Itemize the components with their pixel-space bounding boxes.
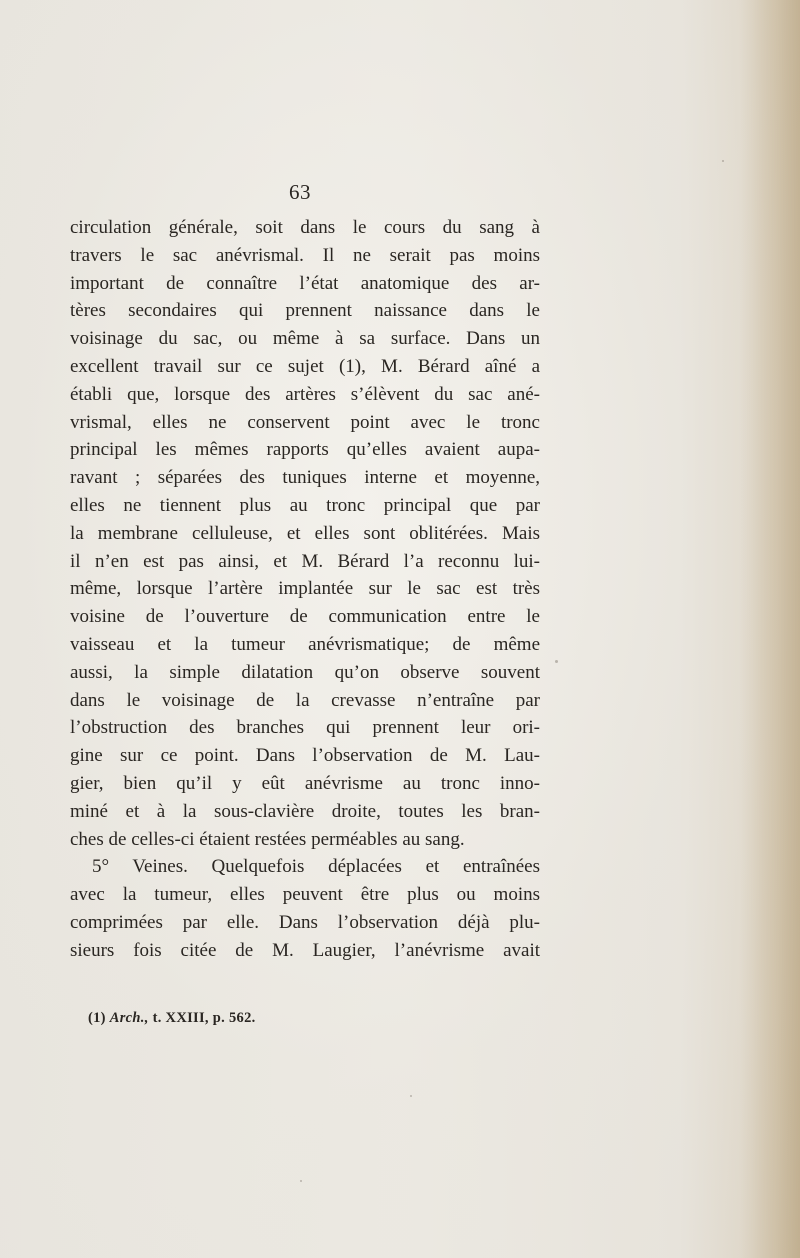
- text-line: gine sur ce point. Dans l’observation de M. Lau-: [70, 745, 540, 767]
- text-line: même, lorsque l’artère implantée sur le sac est très: [70, 578, 540, 600]
- text-line: principal les mêmes rapports qu’elles avaient aupa-: [70, 439, 540, 461]
- text-line: ravant ; séparées des tuniques interne et moyenne,: [70, 467, 540, 489]
- text-line: sieurs fois citée de M. Laugier, l’anévrisme avait: [70, 939, 540, 961]
- text-line: ches de celles-ci étaient restées perméables au sang.: [70, 828, 465, 850]
- text-line: aussi, la simple dilatation qu’on observe souvent: [70, 661, 540, 683]
- text-line: dans le voisinage de la crevasse n’entraîne par: [70, 689, 540, 711]
- footnote-reference: t. XXIII, p. 562.: [152, 1010, 256, 1026]
- text-line: vaisseau et la tumeur anévrismatique; de même: [70, 633, 540, 655]
- text-line: tères secondaires qui prennent naissance dans le: [70, 300, 540, 322]
- text-line: important de connaître l’état anatomique des ar-: [70, 272, 540, 294]
- text-line: gier, bien qu’il y eût anévrisme au tronc inno-: [70, 772, 540, 794]
- text-line: la membrane celluleuse, et elles sont oblitérées. Mais: [70, 522, 540, 544]
- text-line: il n’en est pas ainsi, et M. Bérard l’a reconnu lui-: [70, 550, 540, 572]
- paper-speck: [410, 1095, 412, 1097]
- footnote: [88, 1010, 256, 1027]
- text-line: comprimées par elle. Dans l’observation déjà plu-: [70, 911, 540, 933]
- page-number: 63: [289, 180, 311, 204]
- paper-speck: [555, 660, 558, 663]
- text-line: circulation générale, soit dans le cours du sang à: [70, 217, 540, 238]
- text-line: l’obstruction des branches qui prennent leur ori-: [70, 717, 540, 739]
- text-line: établi que, lorsque des artères s’élèvent du sac ané-: [70, 383, 540, 405]
- text-line: travers le sac anévrismal. Il ne serait pas moins: [70, 244, 540, 266]
- footnote-marker: (1): [88, 1010, 106, 1026]
- text-line: avec la tumeur, elles peuvent être plus ou moins: [70, 884, 540, 906]
- text-line: voisine de l’ouverture de communication entre le: [70, 606, 540, 628]
- text-line: elles ne tiennent plus au tronc principal que par: [70, 494, 540, 516]
- page-edge-shading: [740, 0, 800, 1258]
- text-line: excellent travail sur ce sujet (1), M. Bérard aîné a: [70, 355, 540, 377]
- text-line: voisinage du sac, ou même à sa surface. Dans un: [70, 328, 540, 350]
- footnote-source: Arch.,: [109, 1010, 149, 1026]
- paper-speck: [722, 160, 724, 162]
- body-text: [70, 214, 540, 965]
- paper-speck: [300, 1180, 302, 1182]
- text-line: 5° Veines. Quelquefois déplacées et entraînées: [92, 856, 540, 878]
- text-line: vrismal, elles ne conservent point avec le tronc: [70, 411, 540, 433]
- text-line: miné et à la sous-clavière droite, toutes les bran-: [70, 800, 540, 822]
